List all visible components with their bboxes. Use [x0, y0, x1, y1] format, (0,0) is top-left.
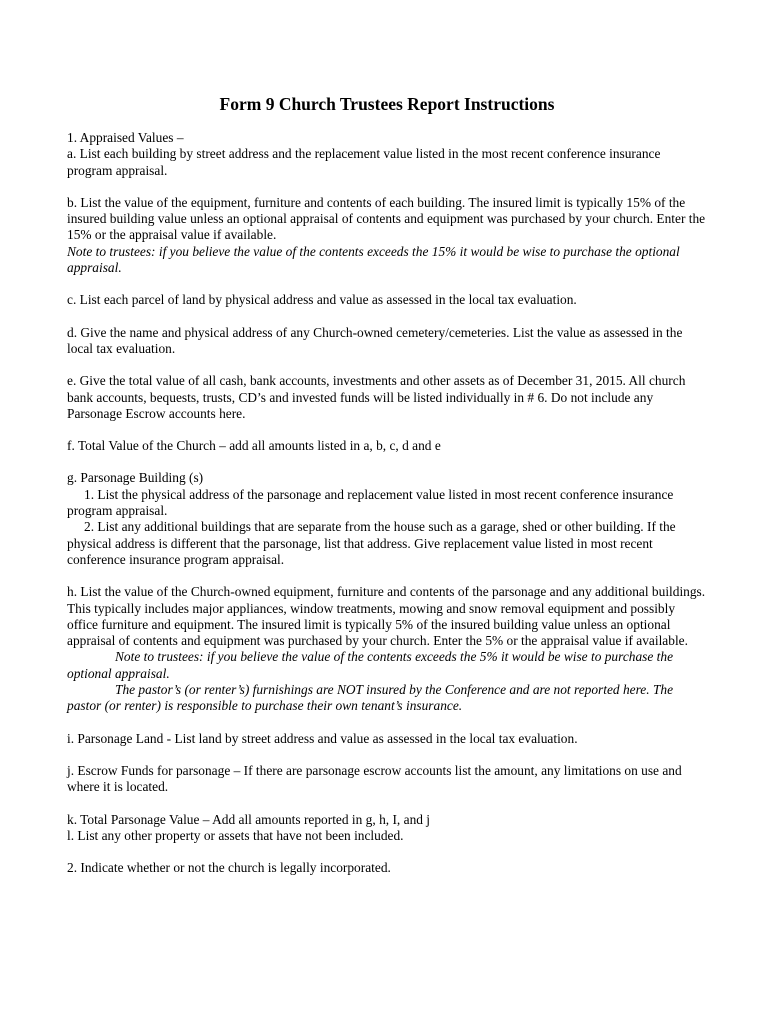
section-2: 2. Indicate whether or not the church is legally incorporated. [67, 860, 391, 876]
item-b-note: Note to trustees: if you believe the value of the contents exceeds the 15% it would be wise to purchase the optional appraisal. [67, 243, 680, 276]
item-i: i. Parsonage Land - List land by street address and value as assessed in the local tax evaluation. [67, 730, 578, 746]
item-k: k. Total Parsonage Value – Add all amounts reported in g, h, I, and j [67, 811, 431, 827]
item-g-1: 1. List the physical address of the parsonage and replacement value listed in most recent conference insurance program appraisal. [67, 486, 674, 519]
item-h-note-1: Note to trustees: if you believe the value of the contents exceeds the 5% it would be wise to purchase the optional appraisal. [67, 649, 674, 681]
item-f: f. Total Value of the Church – add all amounts listed in a, b, c, d and e [67, 438, 441, 454]
item-b: b. List the value of the equipment, furniture and contents of each building. The insured limit is typically 15% of the insured building value unless an optional appraisal of contents and equipment was purchased by your church. Enter the 15% or the appraisal value if available. [67, 194, 706, 243]
page-title: Form 9 Church Trustees Report Instructions [219, 94, 555, 114]
document-page [67, 93, 707, 892]
section-1-k-l [67, 812, 707, 845]
section-1-heading: 1. Appraised Values – [67, 130, 184, 145]
item-c: c. List each parcel of land by physical address and value as assessed in the local tax evaluation. [67, 292, 577, 308]
item-e: e. Give the total value of all cash, bank accounts, investments and other assets as of December 31, 2015. All church bank accounts, bequests, trusts, CD’s and invested funds will be listed individually in # 6. Do not include any Parsonage Escrow accounts here. [67, 373, 686, 421]
item-l: l. List any other property or assets that have not been included. [67, 827, 404, 843]
item-j: j. Escrow Funds for parsonage – If there are parsonage escrow accounts list the amount, any limitations on use and where it is located. [67, 762, 682, 795]
item-g-2: 2. List any additional buildings that are separate from the house such as a garage, shed or other building. If the physical address is different that the parsonage, list that address. Give replacement value listed in most recent conference insurance program appraisal. [67, 519, 676, 567]
item-g-heading: g. Parsonage Building (s) [67, 470, 204, 486]
section-1-b [67, 195, 707, 276]
item-a: a. List each building by street address and the replacement value listed in the most recent conference insurance program appraisal. [67, 146, 661, 178]
section-1-a [67, 130, 707, 179]
item-h-note-2: The pastor’s (or renter’s) furnishings are NOT insured by the Conference and are not reported here. The pastor (or renter) is responsible to purchase their own tenant’s insurance. [67, 682, 674, 714]
item-d: d. Give the name and physical address of any Church-owned cemetery/cemeteries. List the value as assessed in the local tax evaluation. [67, 324, 683, 356]
section-1-h [67, 584, 707, 714]
section-1-g [67, 470, 707, 568]
item-h: h. List the value of the Church-owned equipment, furniture and contents of the parsonage and any additional buildings. This typically includes major appliances, window treatments, mowing and snow removal equipment and possibly office furniture and equipment. The insured limit is typically 5% of the insured building value unless an optional appraisal of contents and equipment was purchased by your church. Enter the 5% or the appraisal value if available. [67, 584, 706, 649]
